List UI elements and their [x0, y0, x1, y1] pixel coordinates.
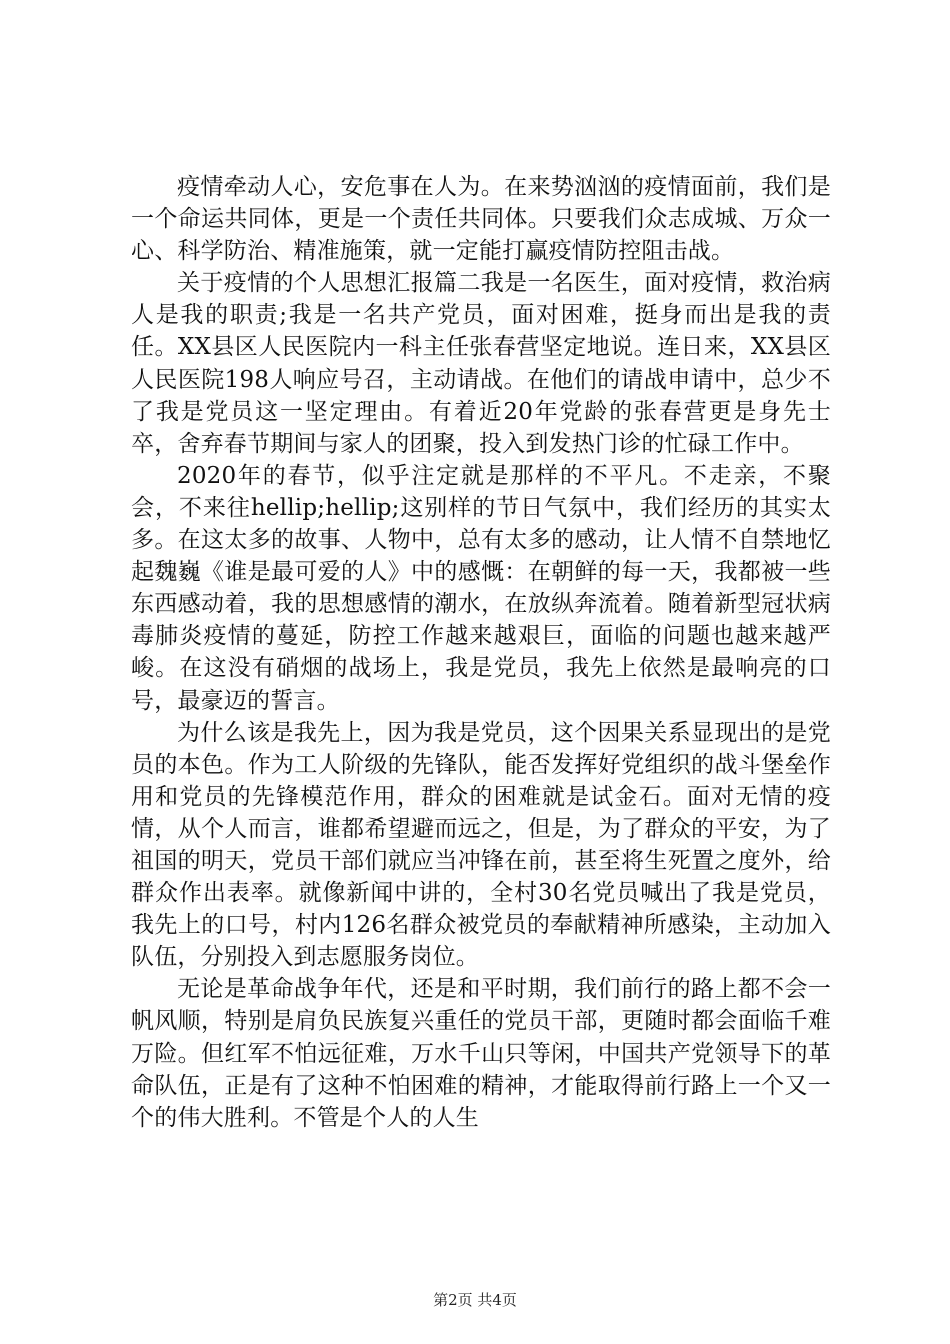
- page-footer: 第2页 共4页: [433, 1291, 517, 1309]
- document-body: [131, 171, 831, 1134]
- paragraph: 关于疫情的个人思想汇报篇二我是一名医生，面对疫情，救治病人是我的职责;我是一名共产党员，面对困难，挺身而出是我的责任。XX县区人民医院内一科主任张春营坚定地说。连日来，XX县区人民医院198人响应号召，主动请战。在他们的请战申请中，总少不了我是党员这一坚定理由。有着近20年党龄的张春营更是身先士卒，舍弃春节期间与家人的团聚，投入到发热门诊的忙碌工作中。: [131, 270, 831, 457]
- paragraph: 为什么该是我先上，因为我是党员，这个因果关系显现出的是党员的本色。作为工人阶级的先锋队，能否发挥好党组织的战斗堡垒作用和党员的先锋模范作用，群众的困难就是试金石。面对无情的疫情，从个人而言，谁都希望避而远之，但是，为了群众的平安，为了祖国的明天，党员干部们就应当冲锋在前，甚至将生死置之度外，给群众作出表率。就像新闻中讲的，全村30名党员喊出了我是党员，我先上的口号，村内126名群众被党员的奉献精神所感染，主动加入队伍，分别投入到志愿服务岗位。: [131, 719, 831, 971]
- paragraph: 疫情牵动人心，安危事在人为。在来势汹汹的疫情面前，我们是一个命运共同体，更是一个责任共同体。只要我们众志成城、万众一心、科学防治、精准施策，就一定能打赢疫情防控阻击战。: [131, 174, 831, 265]
- paragraph: 2020年的春节，似乎注定就是那样的不平凡。不走亲，不聚会，不来往hellip;hellip;这别样的节日气氛中，我们经历的其实太多。在这太多的故事、人物中，总有太多的感动，让人情不自禁地忆起魏巍《谁是最可爱的人》中的感慨：在朝鲜的每一天，我都被一些东西感动着，我的思想感情的潮水，在放纵奔流着。随着新型冠状病毒肺炎疫情的蔓延，防控工作越来越艰巨，面临的问题也越来越严峻。在这没有硝烟的战场上，我是党员，我先上依然是最响亮的口号，最豪迈的誓言。: [131, 462, 831, 714]
- paragraph: 无论是革命战争年代，还是和平时期，我们前行的路上都不会一帆风顺，特别是肩负民族复兴重任的党员干部，更随时都会面临千难万险。但红军不怕远征难，万水千山只等闲，中国共产党领导下的革命队伍，正是有了这种不怕困难的精神，才能取得前行路上一个又一个的伟大胜利。不管是个人的人生: [131, 976, 831, 1131]
